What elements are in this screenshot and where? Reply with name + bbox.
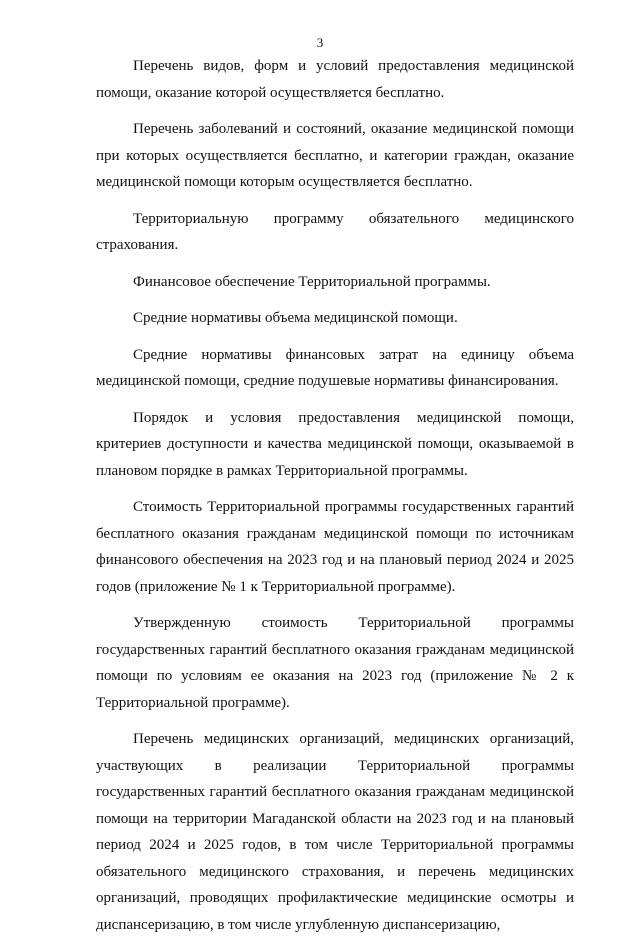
paragraph-procedure-conditions: Порядок и условия предоставления медицинской помощи, критериев доступности и качества медицинской помощи, оказываемой в плановом порядке в рамках Территориальной программы. [96, 409, 574, 479]
paragraph-volume-norms: Средние нормативы объема медицинской помощи. [133, 310, 458, 326]
paragraph-cost-norms: Средние нормативы финансовых затрат на единицу объема медицинской помощи, средние подушевые нормативы финансирования. [96, 346, 574, 389]
document-body [96, 53, 574, 938]
page-number: 3 [316, 35, 324, 50]
paragraph-diseases-conditions: Перечень заболеваний и состояний, оказание медицинской помощи при которых осуществляется бесплатно, и категории граждан, оказание медицинской помощи которым осуществляется бесплатно. [96, 121, 574, 190]
paragraph-compulsory-insurance: Территориальную программу обязательного медицинского страхования. [96, 210, 574, 253]
paragraph-approved-cost: Утвержденную стоимость Территориальной программы государственных гарантий бесплатного оказания гражданам медицинской помощи по условиям ее оказания на 2023 год (приложение № 2 к Территориальной программе). [96, 615, 574, 711]
paragraph-types-forms-conditions: Перечень видов, форм и условий предоставления медицинской помощи, оказание которой осуществляется бесплатно. [96, 58, 574, 101]
paragraph-program-cost: Стоимость Территориальной программы государственных гарантий бесплатного оказания гражданам медицинской помощи по источникам финансового обеспечения на 2023 год и на плановый период 2024 и 2025 годов (приложение № 1 к Территориальной программе). [96, 499, 574, 595]
paragraph-medical-organizations: Перечень медицинских организаций, медицинских организаций, участвующих в реализации Территориальной программы государственных гарантий бесплатного оказания гражданам медицинской помощи на территории Магаданской области на 2023 год и на плановый период 2024 и 2025 годов, в том числе Территориальной программы обязательного медицинского страхования, и перечень медицинских организаций, проводящих профилактические медицинские осмотры и диспансеризацию, в том числе углубленную диспансеризацию, [96, 731, 574, 933]
paragraph-financial-support: Финансовое обеспечение Территориальной программы. [133, 273, 491, 290]
